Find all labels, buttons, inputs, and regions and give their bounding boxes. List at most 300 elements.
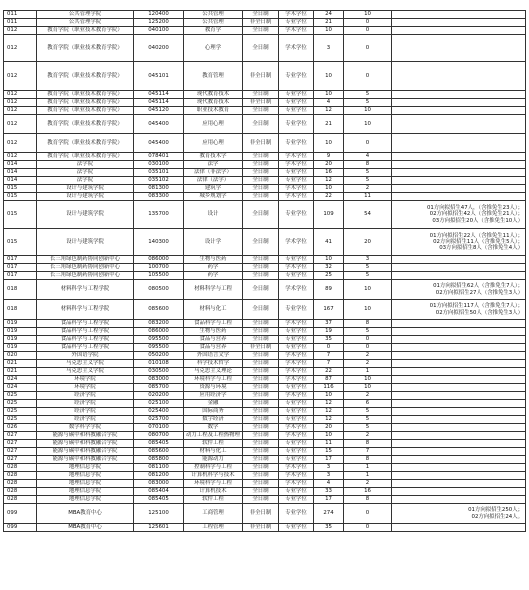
recommended-quota-cell: 8	[344, 161, 392, 169]
degree-type-cell: 专业学位	[279, 19, 314, 27]
total-quota-cell: 10	[314, 62, 344, 91]
total-quota-cell: 4	[314, 99, 344, 107]
college-name-cell: MBA教育中心	[37, 524, 134, 532]
total-quota-cell: 32	[314, 264, 344, 272]
college-code-cell: 028	[4, 496, 37, 504]
recommended-quota-cell: 2	[344, 392, 392, 400]
table-row	[4, 27, 526, 35]
recommended-quota-cell: 8	[344, 320, 392, 328]
table-row	[4, 35, 526, 62]
major-name-cell: 设计	[184, 201, 243, 229]
study-mode-cell: 全日制	[243, 91, 279, 99]
college-name-cell: 地理信息学院	[37, 488, 134, 496]
total-quota-cell: 16	[314, 169, 344, 177]
major-code-cell: 100700	[134, 264, 184, 272]
study-mode-cell: 全日制	[243, 392, 279, 400]
major-code-cell: 085405	[134, 496, 184, 504]
college-code-cell: 025	[4, 408, 37, 416]
remarks-cell	[392, 328, 526, 336]
remarks-cell	[392, 193, 526, 201]
degree-type-cell: 专业学位	[279, 416, 314, 424]
degree-type-cell: 学术学位	[279, 464, 314, 472]
major-code-cell: 030100	[134, 161, 184, 169]
study-mode-cell: 全日制	[243, 432, 279, 440]
total-quota-cell: 22	[314, 193, 344, 201]
college-code-cell: 012	[4, 115, 37, 134]
college-code-cell: 014	[4, 177, 37, 185]
total-quota-cell: 20	[314, 424, 344, 432]
recommended-quota-cell: 10	[344, 376, 392, 384]
major-name-cell: 生物与医药	[184, 256, 243, 264]
remarks-cell	[392, 344, 526, 352]
degree-type-cell: 专业学位	[279, 456, 314, 464]
recommended-quota-cell: 0	[344, 344, 392, 352]
recommended-quota-cell: 5	[344, 416, 392, 424]
total-quota-cell: 10	[314, 134, 344, 153]
college-name-cell: 数学科学学院	[37, 424, 134, 432]
remarks-cell	[392, 352, 526, 360]
major-code-cell: 080700	[134, 432, 184, 440]
college-name-cell: 教育学院（职业技术教育学院）	[37, 91, 134, 99]
study-mode-cell: 全日制	[243, 193, 279, 201]
study-mode-cell: 全日制	[243, 472, 279, 480]
major-code-cell: 045400	[134, 115, 184, 134]
college-code-cell: 012	[4, 27, 37, 35]
table-row	[4, 115, 526, 134]
major-name-cell: 教育管理	[184, 62, 243, 91]
major-name-cell: 建筑学	[184, 185, 243, 193]
total-quota-cell: 21	[314, 115, 344, 134]
degree-type-cell: 学术学位	[279, 352, 314, 360]
degree-type-cell: 专业学位	[279, 177, 314, 185]
study-mode-cell: 全日制	[243, 456, 279, 464]
college-name-cell: MBA教育中心	[37, 504, 134, 524]
study-mode-cell: 非全日制	[243, 19, 279, 27]
major-name-cell: 现代教育技术	[184, 99, 243, 107]
table-row	[4, 201, 526, 229]
college-name-cell: 食品科学与工程学院	[37, 328, 134, 336]
major-name-cell: 资源与环境	[184, 384, 243, 392]
major-code-cell: 025700	[134, 416, 184, 424]
table-row	[4, 19, 526, 27]
college-code-cell: 015	[4, 193, 37, 201]
major-code-cell: 081200	[134, 472, 184, 480]
college-code-cell: 020	[4, 352, 37, 360]
college-name-cell: 能源与碳中和科教融合学院	[37, 456, 134, 464]
major-name-cell: 食品科学与工程	[184, 320, 243, 328]
college-name-cell: 环境学院	[37, 376, 134, 384]
study-mode-cell: 非全日制	[243, 504, 279, 524]
college-name-cell: 法学院	[37, 177, 134, 185]
degree-type-cell: 学术学位	[279, 193, 314, 201]
study-mode-cell: 全日制	[243, 352, 279, 360]
remarks-cell	[392, 134, 526, 153]
college-code-cell: 021	[4, 360, 37, 368]
total-quota-cell: 10	[314, 392, 344, 400]
degree-type-cell: 专业学位	[279, 134, 314, 153]
degree-type-cell: 学术学位	[279, 11, 314, 19]
remarks-cell	[392, 35, 526, 62]
college-name-cell: 设计与建筑学院	[37, 229, 134, 256]
major-name-cell: 药学	[184, 272, 243, 280]
recommended-quota-cell: 10	[344, 107, 392, 115]
remarks-cell	[392, 448, 526, 456]
major-name-cell: 设计学	[184, 229, 243, 256]
recommended-quota-cell: 5	[344, 328, 392, 336]
degree-type-cell: 学术学位	[279, 27, 314, 35]
study-mode-cell: 全日制	[243, 328, 279, 336]
major-code-cell: 086000	[134, 256, 184, 264]
major-name-cell: 应用心理	[184, 115, 243, 134]
major-code-cell: 095500	[134, 336, 184, 344]
study-mode-cell: 全日制	[243, 464, 279, 472]
degree-type-cell: 学术学位	[279, 424, 314, 432]
major-code-cell: 095500	[134, 344, 184, 352]
college-code-cell: 012	[4, 62, 37, 91]
total-quota-cell: 10	[314, 256, 344, 264]
total-quota-cell: 19	[314, 328, 344, 336]
college-code-cell: 028	[4, 472, 37, 480]
major-name-cell: 食品与营养	[184, 336, 243, 344]
table-row	[4, 272, 526, 280]
major-name-cell: 材料科学与工程	[184, 280, 243, 300]
college-name-cell: 教育学院（职业技术教育学院）	[37, 153, 134, 161]
total-quota-cell: 3	[314, 464, 344, 472]
college-name-cell: 能源与碳中和科教融合学院	[37, 448, 134, 456]
major-name-cell: 工商管理	[184, 504, 243, 524]
college-code-cell: 019	[4, 320, 37, 328]
table-row	[4, 177, 526, 185]
degree-type-cell: 学术学位	[279, 280, 314, 300]
recommended-quota-cell: 10	[344, 280, 392, 300]
table-row	[4, 336, 526, 344]
table-row	[4, 62, 526, 91]
major-code-cell: 080500	[134, 280, 184, 300]
major-code-cell: 045114	[134, 91, 184, 99]
recommended-quota-cell: 5	[344, 177, 392, 185]
table-row	[4, 229, 526, 256]
total-quota-cell: 10	[314, 185, 344, 193]
remarks-cell	[392, 400, 526, 408]
total-quota-cell: 12	[314, 400, 344, 408]
remarks-cell	[392, 185, 526, 193]
degree-type-cell: 专业学位	[279, 504, 314, 524]
major-code-cell: 085600	[134, 300, 184, 320]
major-name-cell: 公共管理	[184, 19, 243, 27]
college-code-cell: 099	[4, 504, 37, 524]
major-name-cell: 材料与化工	[184, 300, 243, 320]
college-code-cell: 027	[4, 456, 37, 464]
college-code-cell: 021	[4, 368, 37, 376]
degree-type-cell: 学术学位	[279, 392, 314, 400]
college-code-cell: 012	[4, 153, 37, 161]
recommended-quota-cell: 0	[344, 504, 392, 524]
remarks-cell: 01方向拟招生250人； 02方向拟招生24人。	[392, 504, 526, 524]
degree-type-cell: 专业学位	[279, 400, 314, 408]
study-mode-cell: 非全日制	[243, 62, 279, 91]
major-code-cell: 045101	[134, 62, 184, 91]
degree-type-cell: 专业学位	[279, 344, 314, 352]
major-code-cell: 045120	[134, 107, 184, 115]
college-code-cell: 011	[4, 19, 37, 27]
major-code-cell: 125601	[134, 524, 184, 532]
remarks-cell: 01方向拟招生22人（含推免生11人）； 02方向拟招生11人（含推免生5人）； 03方向拟招生8人（含推免生4人）	[392, 229, 526, 256]
study-mode-cell: 非全日制	[243, 99, 279, 107]
college-code-cell: 028	[4, 464, 37, 472]
study-mode-cell: 全日制	[243, 300, 279, 320]
major-name-cell: 控制科学与工程	[184, 464, 243, 472]
degree-type-cell: 学术学位	[279, 264, 314, 272]
college-name-cell: 能源与碳中和科教融合学院	[37, 440, 134, 448]
college-name-cell: 材料科学与工程学院	[37, 280, 134, 300]
study-mode-cell: 非全日制	[243, 524, 279, 532]
degree-type-cell: 学术学位	[279, 35, 314, 62]
table-row	[4, 193, 526, 201]
table-row	[4, 185, 526, 193]
total-quota-cell: 41	[314, 229, 344, 256]
recommended-quota-cell: 0	[344, 134, 392, 153]
major-code-cell: 085405	[134, 440, 184, 448]
college-code-cell: 012	[4, 107, 37, 115]
college-code-cell: 027	[4, 432, 37, 440]
major-name-cell: 能源动力	[184, 456, 243, 464]
college-name-cell: 外国语学院	[37, 352, 134, 360]
college-code-cell: 014	[4, 169, 37, 177]
table-row	[4, 448, 526, 456]
table-row	[4, 464, 526, 472]
recommended-quota-cell: 1	[344, 464, 392, 472]
college-name-cell: 长三角绿色制药协同创新中心	[37, 264, 134, 272]
table-row	[4, 360, 526, 368]
total-quota-cell: 24	[314, 11, 344, 19]
table-row	[4, 368, 526, 376]
table-row	[4, 440, 526, 448]
total-quota-cell: 167	[314, 300, 344, 320]
table-row	[4, 320, 526, 328]
remarks-cell	[392, 11, 526, 19]
college-code-cell: 019	[4, 328, 37, 336]
major-name-cell: 软件工程	[184, 440, 243, 448]
major-code-cell: 078401	[134, 153, 184, 161]
recommended-quota-cell: 8	[344, 496, 392, 504]
remarks-cell	[392, 440, 526, 448]
college-code-cell: 019	[4, 344, 37, 352]
recommended-quota-cell: 2	[344, 185, 392, 193]
study-mode-cell: 全日制	[243, 161, 279, 169]
degree-type-cell: 专业学位	[279, 496, 314, 504]
remarks-cell	[392, 432, 526, 440]
remarks-cell	[392, 384, 526, 392]
major-code-cell: 083200	[134, 320, 184, 328]
table-row	[4, 504, 526, 524]
study-mode-cell: 全日制	[243, 496, 279, 504]
study-mode-cell: 全日制	[243, 177, 279, 185]
table-row	[4, 352, 526, 360]
recommended-quota-cell: 10	[344, 384, 392, 392]
college-name-cell: 环境学院	[37, 384, 134, 392]
total-quota-cell: 20	[314, 161, 344, 169]
recommended-quota-cell: 5	[344, 91, 392, 99]
recommended-quota-cell: 1	[344, 368, 392, 376]
recommended-quota-cell: 5	[344, 424, 392, 432]
degree-type-cell: 学术学位	[279, 368, 314, 376]
total-quota-cell: 0	[314, 344, 344, 352]
total-quota-cell: 35	[314, 336, 344, 344]
remarks-cell	[392, 488, 526, 496]
remarks-cell	[392, 19, 526, 27]
major-code-cell: 040100	[134, 27, 184, 35]
study-mode-cell: 全日制	[243, 201, 279, 229]
study-mode-cell: 全日制	[243, 11, 279, 19]
college-name-cell: 教育学院（职业技术教育学院）	[37, 99, 134, 107]
degree-type-cell: 专业学位	[279, 448, 314, 456]
study-mode-cell: 全日制	[243, 416, 279, 424]
remarks-cell	[392, 161, 526, 169]
college-code-cell: 012	[4, 35, 37, 62]
college-name-cell: 经济学院	[37, 416, 134, 424]
major-name-cell: 工程管理	[184, 524, 243, 532]
recommended-quota-cell: 0	[344, 35, 392, 62]
major-code-cell: 086000	[134, 328, 184, 336]
major-name-cell: 科学技术哲学	[184, 360, 243, 368]
degree-type-cell: 专业学位	[279, 440, 314, 448]
recommended-quota-cell: 0	[344, 336, 392, 344]
study-mode-cell: 全日制	[243, 384, 279, 392]
remarks-cell	[392, 392, 526, 400]
total-quota-cell: 10	[314, 432, 344, 440]
college-code-cell: 026	[4, 424, 37, 432]
table-row	[4, 400, 526, 408]
college-code-cell: 018	[4, 300, 37, 320]
study-mode-cell: 全日制	[243, 376, 279, 384]
study-mode-cell: 全日制	[243, 229, 279, 256]
major-name-cell: 马克思主义理论	[184, 368, 243, 376]
college-code-cell: 025	[4, 416, 37, 424]
total-quota-cell: 15	[314, 448, 344, 456]
remarks-cell	[392, 424, 526, 432]
major-code-cell: 020200	[134, 392, 184, 400]
degree-type-cell: 专业学位	[279, 272, 314, 280]
remarks-cell	[392, 416, 526, 424]
remarks-cell	[392, 360, 526, 368]
major-name-cell: 城乡规划学	[184, 193, 243, 201]
study-mode-cell: 全日制	[243, 360, 279, 368]
college-code-cell: 024	[4, 384, 37, 392]
study-mode-cell: 全日制	[243, 440, 279, 448]
study-mode-cell: 全日制	[243, 424, 279, 432]
college-code-cell: 015	[4, 201, 37, 229]
major-name-cell: 计算机科学与技术	[184, 472, 243, 480]
college-code-cell: 028	[4, 480, 37, 488]
recommended-quota-cell: 10	[344, 115, 392, 134]
degree-type-cell: 学术学位	[279, 360, 314, 368]
major-code-cell: 105500	[134, 272, 184, 280]
remarks-cell	[392, 177, 526, 185]
remarks-cell	[392, 99, 526, 107]
major-name-cell: 职业技术教育	[184, 107, 243, 115]
remarks-cell	[392, 376, 526, 384]
major-name-cell: 应用心理	[184, 134, 243, 153]
college-name-cell: 教育学院（职业技术教育学院）	[37, 35, 134, 62]
recommended-quota-cell: 3	[344, 256, 392, 264]
major-name-cell: 教育学	[184, 27, 243, 35]
admissions-table-container	[3, 10, 526, 532]
study-mode-cell: 全日制	[243, 115, 279, 134]
table-body	[4, 11, 526, 532]
degree-type-cell: 专业学位	[279, 384, 314, 392]
major-code-cell: 045114	[134, 99, 184, 107]
college-name-cell: 食品科学与工程学院	[37, 344, 134, 352]
major-code-cell: 085600	[134, 448, 184, 456]
recommended-quota-cell: 5	[344, 169, 392, 177]
degree-type-cell: 专业学位	[279, 328, 314, 336]
study-mode-cell: 全日制	[243, 153, 279, 161]
study-mode-cell: 全日制	[243, 320, 279, 328]
total-quota-cell: 116	[314, 384, 344, 392]
remarks-cell	[392, 496, 526, 504]
college-code-cell: 012	[4, 91, 37, 99]
major-name-cell: 国际商务	[184, 408, 243, 416]
recommended-quota-cell: 2	[344, 480, 392, 488]
remarks-cell: 01方向拟招生117人（含推免生7人）； 02方向拟招生50人（含推免生3人）	[392, 300, 526, 320]
major-code-cell: 035101	[134, 169, 184, 177]
college-code-cell: 025	[4, 392, 37, 400]
remarks-cell	[392, 91, 526, 99]
table-row	[4, 408, 526, 416]
table-row	[4, 416, 526, 424]
table-row	[4, 456, 526, 464]
total-quota-cell: 274	[314, 504, 344, 524]
study-mode-cell: 全日制	[243, 400, 279, 408]
major-code-cell: 040200	[134, 35, 184, 62]
major-code-cell: 125100	[134, 504, 184, 524]
recommended-quota-cell: 2	[344, 432, 392, 440]
major-code-cell: 085800	[134, 456, 184, 464]
degree-type-cell: 学术学位	[279, 472, 314, 480]
degree-type-cell: 专业学位	[279, 336, 314, 344]
degree-type-cell: 专业学位	[279, 107, 314, 115]
total-quota-cell: 7	[314, 352, 344, 360]
college-name-cell: 法学院	[37, 169, 134, 177]
college-name-cell: 设计与建筑学院	[37, 185, 134, 193]
study-mode-cell: 全日制	[243, 185, 279, 193]
degree-type-cell: 专业学位	[279, 488, 314, 496]
study-mode-cell: 全日制	[243, 336, 279, 344]
major-code-cell: 085404	[134, 488, 184, 496]
degree-type-cell: 学术学位	[279, 320, 314, 328]
recommended-quota-cell: 0	[344, 27, 392, 35]
college-code-cell: 015	[4, 185, 37, 193]
major-code-cell: 083300	[134, 193, 184, 201]
table-row	[4, 134, 526, 153]
total-quota-cell: 35	[314, 524, 344, 532]
recommended-quota-cell: 0	[344, 19, 392, 27]
college-name-cell: 教育学院（职业技术教育学院）	[37, 107, 134, 115]
college-code-cell: 017	[4, 256, 37, 264]
remarks-cell	[392, 472, 526, 480]
total-quota-cell: 4	[314, 480, 344, 488]
college-name-cell: 经济学院	[37, 392, 134, 400]
college-name-cell: 地理信息学院	[37, 472, 134, 480]
major-code-cell: 083000	[134, 480, 184, 488]
college-name-cell: 食品科学与工程学院	[37, 336, 134, 344]
college-name-cell: 长三角绿色制药协同创新中心	[37, 272, 134, 280]
college-name-cell: 教育学院（职业技术教育学院）	[37, 134, 134, 153]
table-row	[4, 524, 526, 532]
college-name-cell: 教育学院（职业技术教育学院）	[37, 62, 134, 91]
total-quota-cell: 7	[314, 360, 344, 368]
remarks-cell	[392, 480, 526, 488]
